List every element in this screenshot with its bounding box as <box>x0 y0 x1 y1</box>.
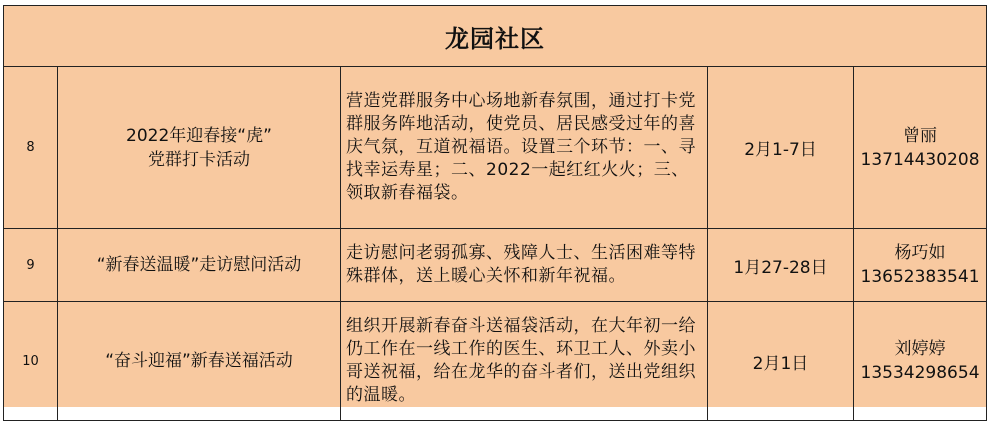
contact <box>854 302 987 421</box>
contact-phone: 13652383541 <box>860 267 980 287</box>
contact-name: 曾丽 <box>903 125 938 146</box>
activity-table <box>3 5 987 421</box>
activity-date: 1月27-28日 <box>708 229 854 302</box>
activity-name-line1: “奋斗迎福”新春送福活动 <box>105 351 293 371</box>
table-row <box>4 67 987 229</box>
activity-date: 2月1-7日 <box>708 67 854 229</box>
contact-phone: 13534298654 <box>860 363 980 383</box>
activity-date: 2月1日 <box>708 302 854 421</box>
activity-name <box>58 229 341 302</box>
row-number: 9 <box>4 229 58 302</box>
contact-phone: 13714430208 <box>860 149 980 170</box>
table-row <box>4 229 987 302</box>
row-number: 10 <box>4 302 58 421</box>
activity-name-line1: 2022年迎春接“虎” <box>126 125 272 146</box>
contact-name: 刘婷婷 <box>894 339 946 359</box>
row-number: 8 <box>4 67 58 229</box>
activity-name-line1: “新春送温暖”走访慰问活动 <box>96 255 302 275</box>
activity-description: 走访慰问老弱孤寡、残障人士、生活困难等特殊群体，送上暖心关怀和新年祝福。 <box>341 229 708 302</box>
contact <box>854 67 987 229</box>
activity-table-container <box>3 5 986 407</box>
table-row <box>4 302 987 421</box>
table-title: 龙园社区 <box>4 6 987 67</box>
activity-name <box>58 67 341 229</box>
contact-name: 杨巧如 <box>894 243 946 263</box>
activity-description: 组织开展新春奋斗送福袋活动，在大年初一给仍工作在一线工作的医生、环卫工人、外卖小哥送祝福，给在龙华的奋斗者们，送出党组织的温暖。 <box>341 302 708 421</box>
activity-name <box>58 302 341 421</box>
contact <box>854 229 987 302</box>
activity-description: 营造党群服务中心场地新春氛围，通过打卡党群服务阵地活动，使党员、居民感受过年的喜庆气氛，互道祝福语。设置三个环节：一、寻找幸运寿星；二、2022一起红红火火；三、领取新春福袋。 <box>341 67 708 229</box>
title-row <box>4 6 987 67</box>
activity-name-line2: 党群打卡活动 <box>148 149 250 170</box>
